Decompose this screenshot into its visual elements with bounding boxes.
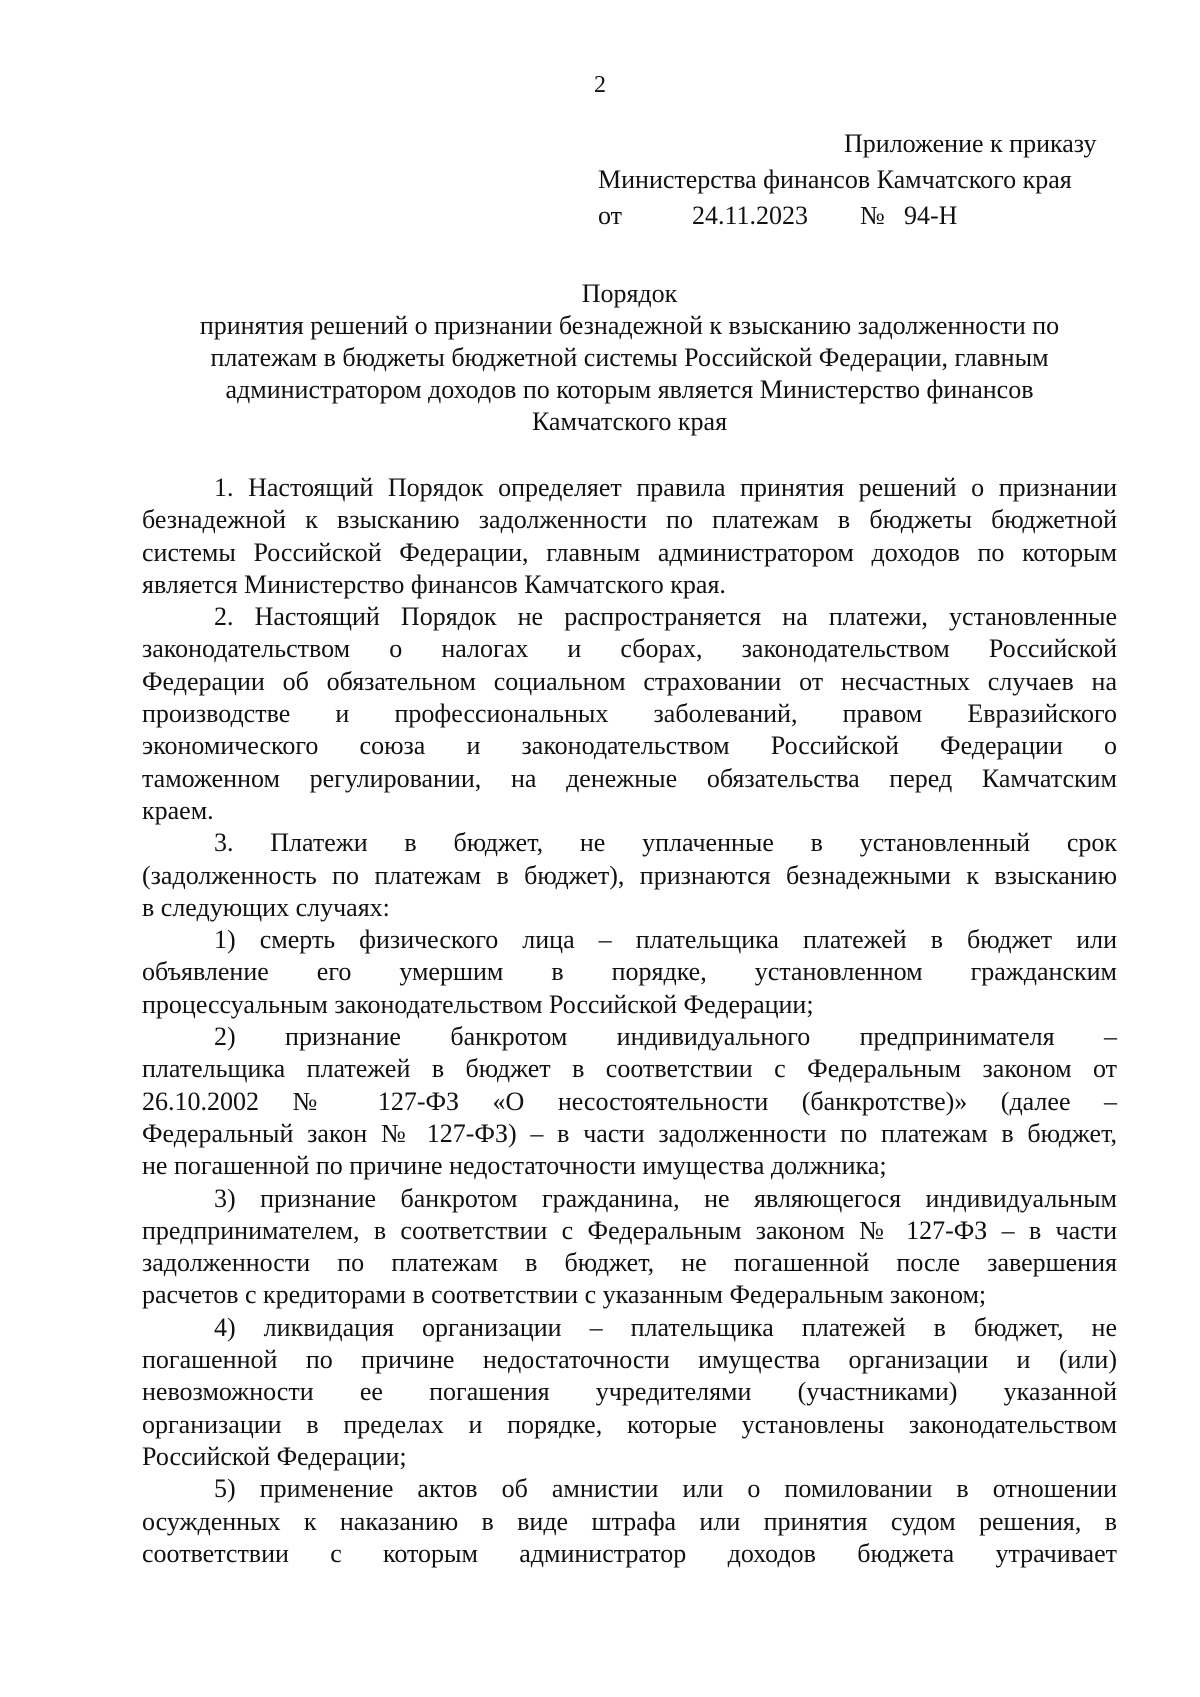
body-line: 2. Настоящий Порядок не распространяется на платежи, установленные <box>214 602 1117 632</box>
appendix-from-label: от <box>598 201 623 230</box>
appendix-ministry: Министерства финансов Камчатского края <box>598 165 1072 194</box>
body-line: краем. <box>142 795 214 825</box>
appendix-number-sign: № <box>860 201 885 230</box>
title-line: администратором доходов по которым является Министерство финансов <box>225 375 1034 404</box>
body-line: предпринимателем, в соответствии с Федеральным законом № 127-ФЗ – в части <box>142 1215 1117 1245</box>
body-line: Российской Федерации; <box>142 1441 407 1471</box>
page-number: 2 <box>594 72 606 98</box>
body-line: соответствии с которым администратор доходов бюджета утрачивает <box>142 1538 1117 1568</box>
body-line: невозможности ее погашения учредителями (участниками) указанной <box>142 1377 1117 1407</box>
body-line: 1) смерть физического лица – плательщика платежей в бюджет или <box>214 925 1117 955</box>
body-line: задолженности по платежам в бюджет, не погашенной после завершения <box>142 1248 1117 1278</box>
body-line: системы Российской Федерации, главным администратором доходов по которым <box>142 537 1117 567</box>
body-line: организации в пределах и порядке, которые установлены законодательством <box>142 1409 1117 1439</box>
appendix-date: 24.11.2023 <box>692 201 809 230</box>
appendix-order-ref <box>598 198 1118 234</box>
body-line: производстве и профессиональных заболеваний, правом Евразийского <box>142 699 1117 729</box>
body-line: погашенной по причине недостаточности имущества организации и (или) <box>142 1345 1117 1375</box>
body-line: экономического союза и законодательством Российской Федерации о <box>142 731 1117 761</box>
body-line: 3) признание банкротом гражданина, не являющегося индивидуальным <box>214 1183 1117 1213</box>
appendix-header <box>598 126 1118 234</box>
body-line: не погашенной по причине недостаточности имущества должника; <box>142 1151 887 1181</box>
body-line: плательщика платежей в бюджет в соответствии с Федеральным законом от <box>142 1054 1117 1084</box>
body-line: законодательством о налогах и сборах, законодательством Российской <box>142 634 1117 664</box>
body-line: таможенном регулировании, на денежные обязательства перед Камчатским <box>142 763 1117 793</box>
body-line: 2) признание банкротом индивидуального предпринимателя – <box>214 1022 1117 1052</box>
title-line: Камчатского края <box>531 407 728 436</box>
body-line: 4) ликвидация организации – плательщика платежей в бюджет, не <box>214 1312 1117 1342</box>
body-line: (задолженность по платежам в бюджет), признаются безнадежными к взысканию <box>142 860 1117 890</box>
body-line: Федерации об обязательном социальном страховании от несчастных случаев на <box>142 666 1117 696</box>
appendix-title: Приложение к приказу <box>844 129 1097 158</box>
body-line: 5) применение актов об амнистии или о помиловании в отношении <box>214 1474 1117 1504</box>
body-line: Федеральный закон № 127-ФЗ) – в части задолженности по платежам в бюджет, <box>142 1118 1117 1148</box>
body-line: процессуальным законодательством Российской Федерации; <box>142 989 814 1019</box>
body-line: является Министерство финансов Камчатского края. <box>142 569 726 599</box>
body-line: расчетов с кредиторами в соответствии с указанным Федеральным законом; <box>142 1280 987 1310</box>
document-body <box>142 472 1117 1570</box>
title-line: Порядок <box>581 279 678 308</box>
body-line: 3. Платежи в бюджет, не уплаченные в установленный срок <box>214 828 1117 858</box>
title-line: принятия решений о признании безнадежной к взысканию задолженности по <box>199 311 1060 340</box>
title-line: платежам в бюджеты бюджетной системы Российской Федерации, главным <box>210 343 1049 372</box>
body-line: безнадежной к взысканию задолженности по платежам в бюджеты бюджетной <box>142 505 1117 535</box>
body-line: 26.10.2002 № 127-ФЗ «О несостоятельности (банкротстве)» (далее – <box>142 1086 1117 1116</box>
document-title <box>142 278 1117 438</box>
body-line: 1. Настоящий Порядок определяет правила принятия решений о признании <box>214 473 1117 502</box>
body-line: осужденных к наказанию в виде штрафа или принятия судом решения, в <box>142 1506 1117 1536</box>
body-line: объявление его умершим в порядке, установленном гражданским <box>142 957 1117 987</box>
body-line: в следующих случаях: <box>142 892 390 922</box>
appendix-number: 94-Н <box>904 201 958 230</box>
